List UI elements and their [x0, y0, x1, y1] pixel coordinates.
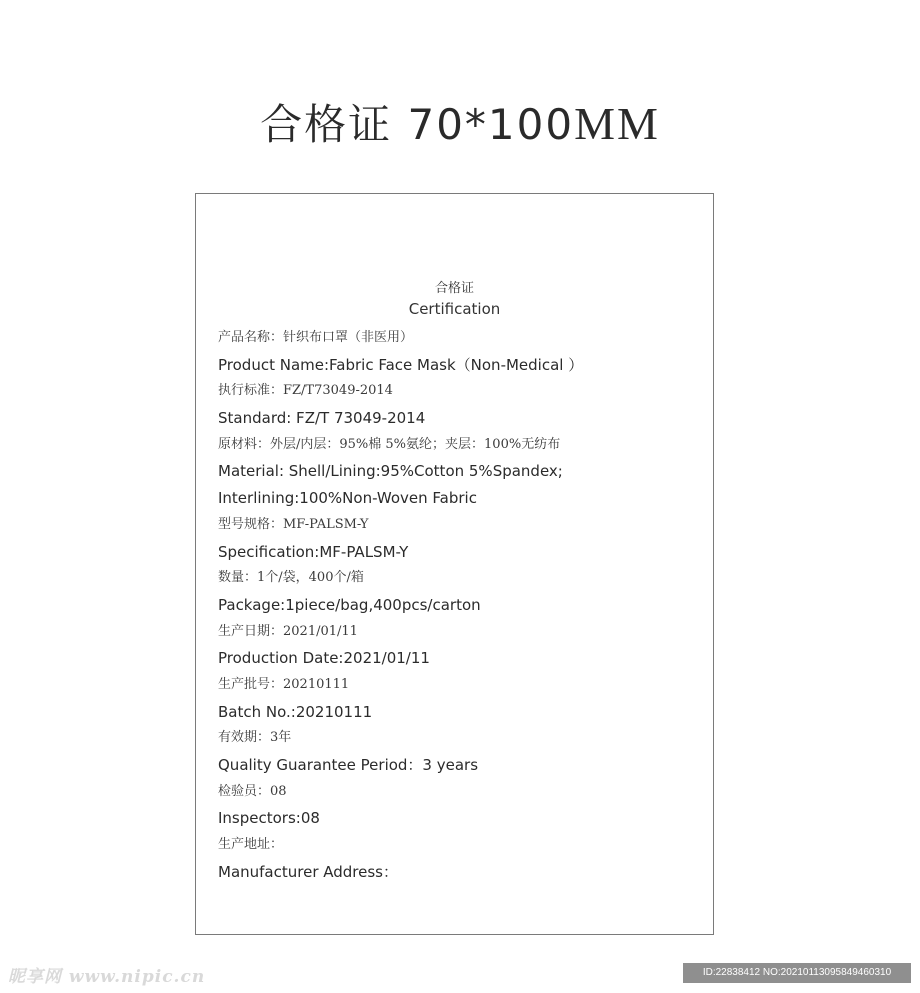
certificate-line-en: Inspectors:08 [218, 809, 320, 828]
certificate-title-chinese: 合格证 [434, 281, 474, 296]
certificate-line-zh: 有效期：3年 [218, 730, 292, 746]
certificate-line-zh: 型号规格：MF-PALSM-Y [218, 516, 369, 532]
certificate-line-zh: 生产地址： [218, 837, 284, 853]
certificate-line-zh: 生产日期：2021/01/11 [218, 623, 358, 639]
certificate-line-en: Batch No.:20210111 [218, 702, 373, 721]
certificate-line-zh: 产品名称：针织布口罩（非医用） [218, 330, 414, 345]
page-title [0, 92, 920, 152]
image-id-watermark: ID:22838412 NO:20210113095849460310 [683, 963, 911, 983]
certificate-line-en: Specification:MF-PALSM-Y [218, 542, 409, 561]
certificate-line-zh: 生产批号：20210111 [218, 676, 350, 692]
certificate-line-zh: 原材料：外层/内层：95%棉 5%氨纶；夹层：100%无纺布 [218, 436, 561, 452]
certificate-line-zh: 检验员：08 [218, 783, 287, 799]
page-title-unit: MM [574, 98, 660, 149]
certificate-line-en: Manufacturer Address： [218, 862, 398, 881]
certificate-line-en: Material: Shell/Lining:95%Cotton 5%Spandex; [218, 462, 563, 481]
certificate-title-english: Certification [408, 300, 501, 318]
certificate-line-zh: 执行标准：FZ/T73049-2014 [218, 383, 393, 399]
certificate-line-en: Production Date:2021/01/11 [218, 649, 430, 668]
certificate-line-en: Standard: FZ/T 73049-2014 [218, 409, 426, 428]
certificate-line-en: Interlining:100%Non-Woven Fabric [218, 489, 477, 508]
page-title-size: 70*100 [407, 100, 575, 149]
certificate-line-en: Quality Guarantee Period：3 years [218, 756, 479, 774]
page-title-chinese: 合格证 [260, 100, 393, 149]
certificate-line-en: Package:1piece/bag,400pcs/carton [218, 595, 481, 614]
certificate-line-zh: 数量：1个/袋，400个/箱 [218, 570, 364, 586]
certificate-lines [218, 325, 708, 885]
site-watermark: 昵享网 www.nipic.cn [8, 967, 206, 987]
certificate-line-en: Product Name:Fabric Face Mask（Non-Medical ） [218, 355, 584, 374]
